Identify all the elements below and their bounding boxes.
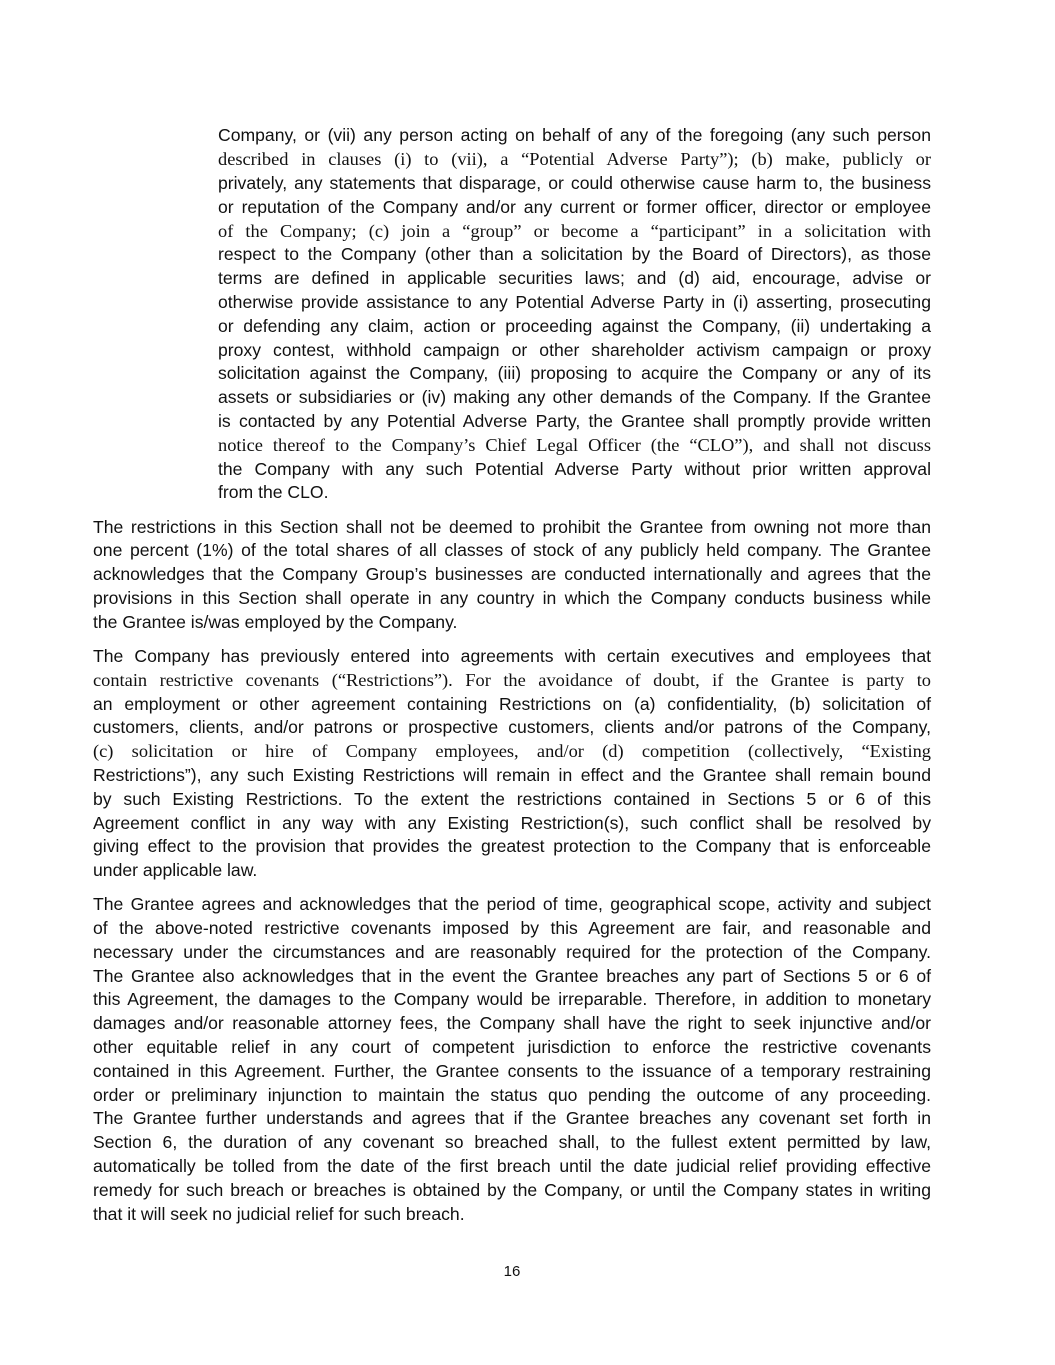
text-line: giving effect to the provision that provides the greatest protection to the Company that is enforceable (93, 836, 931, 856)
text-line: The restrictions in this Section shall not be deemed to prohibit the Grantee from owning not more than (93, 517, 931, 537)
text-line: acknowledges that the Company Group’s businesses are conducted internationally and agrees that the (93, 564, 931, 584)
text-line: provisions in this Section shall operate in any country in which the Company conducts business while (93, 588, 931, 608)
text-line: described in clauses (i) to (vii), a “Potential Adverse Party”); (b) make, publicly or (218, 149, 931, 169)
text-line: Company, or (vii) any person acting on behalf of any of the foregoing (any such person (218, 125, 931, 145)
text-line: the Company with any such Potential Adverse Party without prior written approval (218, 459, 931, 479)
text-line: an employment or other agreement containing Restrictions on (a) confidentiality, (b) solicitation of (93, 694, 931, 714)
page-number: 16 (503, 1263, 521, 1280)
text-line: privately, any statements that disparage, or could otherwise cause harm to, the business (218, 173, 931, 193)
text-line: order or preliminary injunction to maintain the status quo pending the outcome of any proceeding. (93, 1085, 931, 1105)
text-line: that it will seek no judicial relief for such breach. (93, 1204, 465, 1224)
text-line: Agreement conflict in any way with any Existing Restriction(s), such conflict shall be resolved by (93, 813, 931, 833)
text-line: automatically be tolled from the date of the first breach until the date judicial relief providing effective (93, 1156, 931, 1176)
text-line: Restrictions”), any such Existing Restrictions will remain in effect and the Grantee shall remain bound (93, 765, 931, 785)
text-line: of the Company; (c) join a “group” or become a “participant” in a solicitation with (218, 221, 931, 241)
text-line: otherwise provide assistance to any Potential Adverse Party in (i) asserting, prosecuting (218, 292, 931, 312)
text-line: solicitation against the Company, (iii) proposing to acquire the Company or any of its (218, 363, 931, 383)
text-line: remedy for such breach or breaches is obtained by the Company, or until the Company states in writing (93, 1180, 931, 1200)
text-line: Section 6, the duration of any covenant so breached shall, to the fullest extent permitted by law, (93, 1132, 931, 1152)
text-line: notice thereof to the Company’s Chief Legal Officer (the “CLO”), and shall not discuss (218, 435, 931, 455)
text-line: from the CLO. (218, 482, 329, 502)
text-line: the Grantee is/was employed by the Company. (93, 612, 458, 632)
text-line: customers, clients, and/or patrons or prospective customers, clients and/or patrons of the Company, (93, 717, 931, 737)
text-line: this Agreement, the damages to the Company would be irreparable. Therefore, in addition to monetary (93, 989, 931, 1009)
text-line: other equitable relief in any court of competent jurisdiction to enforce the restrictive covenants (93, 1037, 931, 1057)
text-line: (c) solicitation or hire of Company employees, and/or (d) competition (collectively, “Existing (93, 741, 931, 761)
text-line: The Company has previously entered into agreements with certain executives and employees that (93, 646, 931, 666)
text-line: terms are defined in applicable securities laws; and (d) aid, encourage, advise or (218, 268, 931, 288)
text-line: The Grantee also acknowledges that in the event the Grantee breaches any part of Sections 5 or 6 of (93, 966, 931, 986)
text-line: one percent (1%) of the total shares of all classes of stock of any publicly held company. The Grantee (93, 540, 931, 560)
text-line: respect to the Company (other than a solicitation by the Board of Directors), as those (218, 244, 931, 264)
text-line: necessary under the circumstances and are reasonably required for the protection of the Company. (93, 942, 931, 962)
text-line: The Grantee agrees and acknowledges that the period of time, geographical scope, activity and subject (93, 894, 931, 914)
text-line: is contacted by any Potential Adverse Party, the Grantee shall promptly provide written (218, 411, 931, 431)
text-line: or reputation of the Company and/or any current or former officer, director or employee (218, 197, 931, 217)
text-line: assets or subsidiaries or (iv) making any other demands of the Company. If the Grantee (218, 387, 931, 407)
text-line: contained in this Agreement. Further, the Grantee consents to the issuance of a temporary restraining (93, 1061, 931, 1081)
text-line: damages and/or reasonable attorney fees, the Company shall have the right to seek injunctive and/or (93, 1013, 931, 1033)
text-line: of the above-noted restrictive covenants imposed by this Agreement are fair, and reasonable and (93, 918, 931, 938)
text-line: proxy contest, withhold campaign or other shareholder activism campaign or proxy (218, 340, 931, 360)
text-line: by such Existing Restrictions. To the extent the restrictions contained in Sections 5 or 6 of this (93, 789, 931, 809)
text-line: The Grantee further understands and agrees that if the Grantee breaches any covenant set forth in (93, 1108, 931, 1128)
text-line: under applicable law. (93, 860, 258, 880)
text-line: or defending any claim, action or proceeding against the Company, (ii) undertaking a (218, 316, 931, 336)
text-line: contain restrictive covenants (“Restrictions”). For the avoidance of doubt, if the Grantee is party to (93, 670, 931, 690)
